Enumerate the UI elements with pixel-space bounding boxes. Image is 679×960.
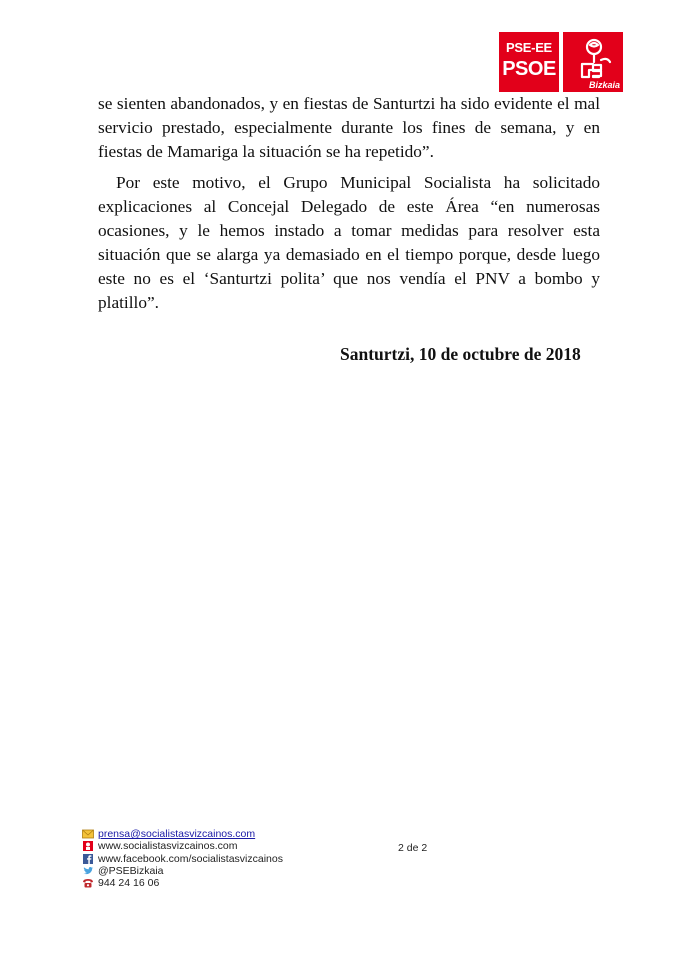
date-line: Santurtzi, 10 de octubre de 2018 (340, 344, 581, 364)
logo-text-block (499, 32, 559, 92)
envelope-icon (82, 829, 94, 839)
footer-facebook-row (82, 853, 283, 865)
twitter-bird-icon (82, 866, 94, 876)
phone-number: 944 24 16 06 (98, 877, 160, 890)
logo-line-psoe: PSOE (502, 58, 556, 80)
body-paragraph-2: Por este motivo, el Grupo Municipal Socialista ha solicitado explicaciones al Concejal Delegado de este Área “en numerosas ocasiones, y le hemos instado a tomar medidas para resolver esta situación que se alarga ya demasiado en el tiempo porque, desde luego este no es el ‘Santurtzi polita’ que nos vendía el PNV a bombo y platillo”. (98, 173, 600, 312)
page-number: 2 de 2 (398, 842, 428, 854)
footer-email-row (82, 828, 283, 840)
footer-phone-row (82, 877, 283, 889)
telephone-icon (82, 878, 94, 888)
logo-emblem-block (563, 32, 623, 92)
body-paragraph-1: se sienten abandonados, y en fiestas de Santurtzi ha sido evidente el mal servicio prestado, especialmente durante los fines de semana, y en fiestas de Mamariga la situación se ha repetido”. (98, 94, 600, 161)
footer-twitter-row (82, 865, 283, 877)
logo-line-pse-ee: PSE-EE (506, 40, 552, 55)
facebook-icon (82, 854, 94, 864)
website-link[interactable]: www.socialistasvizcainos.com (98, 840, 238, 853)
email-link[interactable]: prensa@socialistasvizcainos.com (98, 828, 256, 840)
twitter-handle[interactable]: @PSEBizkaia (98, 864, 164, 877)
party-logo (499, 32, 623, 92)
logo-region-label: Bizkaia (588, 80, 620, 90)
contact-footer (82, 828, 283, 889)
psoe-rose-icon (82, 841, 94, 851)
facebook-link[interactable]: www.facebook.com/socialistasvizcainos (98, 852, 283, 865)
footer-website-row (82, 840, 283, 852)
